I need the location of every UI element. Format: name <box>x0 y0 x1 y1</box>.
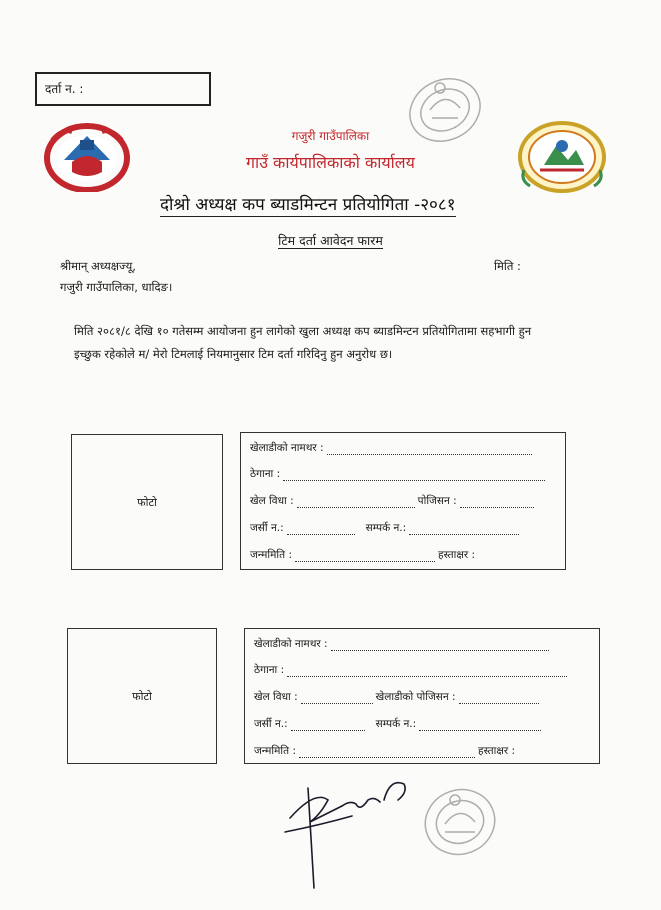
registration-number-box[interactable] <box>35 72 211 106</box>
address-field-1[interactable] <box>283 470 545 481</box>
jersey-field-1[interactable] <box>287 524 355 535</box>
request-paragraph <box>74 320 634 366</box>
dob-label-2: जन्ममिति : <box>254 745 296 757</box>
date-label: मिति : <box>494 259 521 273</box>
photo-label-2: फोटो <box>132 689 152 703</box>
dob-field-2[interactable] <box>299 747 475 758</box>
jersey-label-2: जर्सी न.: <box>254 718 288 730</box>
photo-box-1[interactable] <box>71 434 223 570</box>
signature-label-1: हस्ताक्षर : <box>438 549 476 561</box>
dob-label-1: जन्ममिति : <box>250 549 292 561</box>
photo-box-2[interactable] <box>67 628 217 764</box>
player-info-box-2 <box>244 628 600 764</box>
contact-field-2[interactable] <box>419 720 541 731</box>
contact-field-1[interactable] <box>409 524 519 535</box>
game-type-field-2[interactable] <box>301 693 373 704</box>
position-label-2: खेलाडीको पोजिसन : <box>375 691 456 703</box>
office-name: गाउँ कार्यपालिकाको कार्यालय <box>246 153 415 172</box>
address-field-2[interactable] <box>287 666 567 677</box>
position-field-2[interactable] <box>459 693 539 704</box>
contact-label-1: सम्पर्क न.: <box>365 522 407 534</box>
form-subtitle-text: टिम दर्ता आवेदन फारम <box>278 233 383 248</box>
address-label-1: ठेगाना : <box>250 468 281 480</box>
request-line-2: इच्छुक रहेकोले म/ मेरो टिमलाई नियमानुसार टिम दर्ता गरिदिनु हुन अनुरोध छ। <box>74 347 393 361</box>
position-field-1[interactable] <box>460 497 534 508</box>
dob-field-1[interactable] <box>295 551 435 562</box>
jersey-label-1: जर्सी न.: <box>250 522 284 534</box>
player-name-label-2: खेलाडीको नामथर : <box>254 638 328 650</box>
jersey-field-2[interactable] <box>291 720 365 731</box>
address-label-2: ठेगाना : <box>254 664 285 676</box>
salutation: श्रीमान् अध्यक्षज्यू, <box>60 259 136 273</box>
request-line-1: मिति २०८१/८ देखि १० गतेसम्म आयोजना हुन लागेको खुला अध्यक्ष कप ब्याडमिन्टन प्रतियोगितामा सहभागी हुन <box>74 324 532 338</box>
municipality-name: गजुरी गाउँपालिका <box>291 129 370 143</box>
game-type-label-1: खेल विधा : <box>250 495 294 507</box>
handwritten-signature <box>280 770 420 895</box>
form-subtitle <box>0 232 661 249</box>
position-label-1: पोजिसन : <box>417 495 457 507</box>
game-type-field-1[interactable] <box>297 497 415 508</box>
registration-label: दर्ता न. : <box>45 82 84 96</box>
contact-label-2: सम्पर्क न.: <box>375 718 417 730</box>
office-stamp-icon <box>415 780 505 865</box>
player-name-field-2[interactable] <box>331 640 549 651</box>
page-title: दोश्रो अध्यक्ष कप ब्याडमिन्टन प्रतियोगिता -२०८१ <box>160 192 456 217</box>
signature-label-2: हस्ताक्षर : <box>478 745 516 757</box>
game-type-label-2: खेल विधा : <box>254 691 298 703</box>
player-name-label-1: खेलाडीको नामथर : <box>250 442 324 454</box>
player-info-box-1 <box>240 432 566 570</box>
photo-label-1: फोटो <box>137 495 157 509</box>
player-name-field-1[interactable] <box>327 444 532 455</box>
recipient-address: गजुरी गाउँपालिका, धादिङ। <box>60 280 173 294</box>
